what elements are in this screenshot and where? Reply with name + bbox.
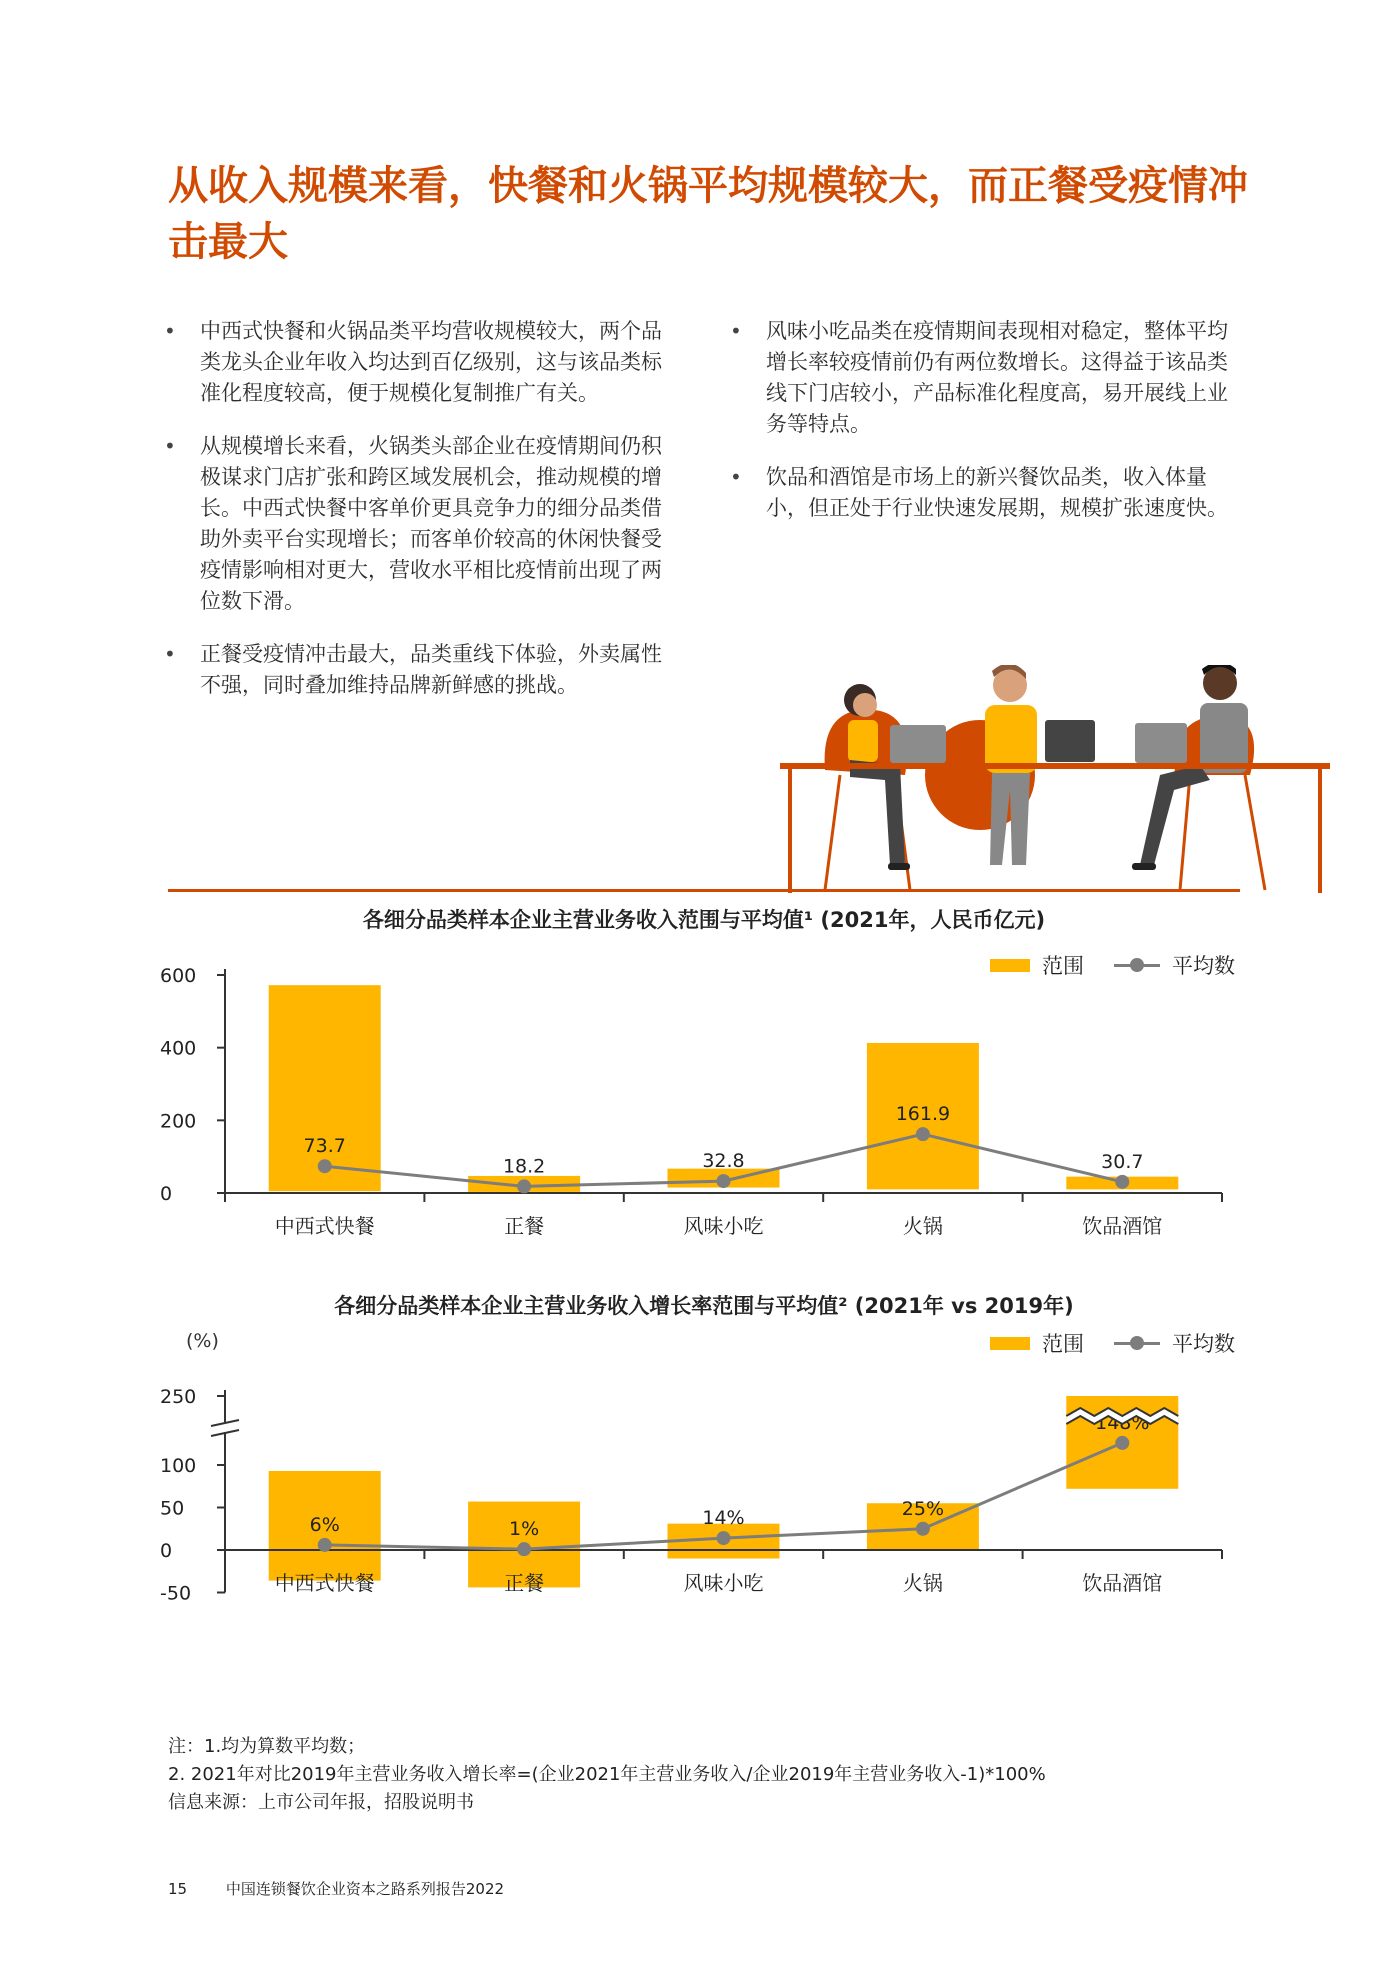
y-tick-label: 250: [160, 1386, 197, 1408]
revenue-range-chart: [150, 960, 1250, 1250]
mean-point: [1115, 1175, 1129, 1189]
team-meeting-illustration: [780, 665, 1330, 895]
x-category-label: 火锅: [902, 1571, 943, 1595]
x-category-label: 正餐: [504, 1214, 545, 1238]
x-category-label: 风味小吃: [683, 1571, 764, 1595]
mean-data-label: 73.7: [303, 1135, 346, 1158]
mean-point: [318, 1159, 332, 1173]
right-column: [726, 316, 1246, 546]
bullet-item: • 从规模增长来看，火锅类头部企业在疫情期间仍积极谋求门店扩张和跨区域发展机会，推动规模的增长。中西式快餐中客单价更具竞争力的细分品类借助外卖平台实现增长；而客单价较高的休闲快餐受疫情影响相对更大，营收水平相比疫情前出现了两位数下滑。: [160, 431, 680, 617]
page-title: 从收入规模来看，快餐和火锅平均规模较大，而正餐受疫情冲击最大: [168, 163, 1248, 265]
x-category-label: 火锅: [902, 1214, 943, 1238]
mean-data-label: 1%: [509, 1518, 540, 1541]
page-footer: [168, 1878, 504, 1899]
mean-data-label: 14%: [702, 1507, 745, 1530]
chart-2-unit: (%): [186, 1330, 219, 1352]
bullet-list-left: [160, 316, 680, 701]
mean-data-label: 25%: [901, 1497, 945, 1520]
footnotes: [168, 1733, 1046, 1817]
legend-line-swatch: [1114, 1336, 1160, 1350]
chart-2-legend: [990, 1328, 1235, 1358]
legend-line-label: 平均数: [1172, 1332, 1235, 1356]
chart-2-title: 各细分品类样本企业主营业务收入增长率范围与平均值² (2021年 vs 2019年): [334, 1294, 1074, 1318]
x-category-label: 饮品酒馆: [1082, 1571, 1163, 1595]
legend-bar-label: 范围: [1042, 954, 1084, 978]
x-category-label: 饮品酒馆: [1082, 1214, 1163, 1238]
note-line: 信息来源：上市公司年报，招股说明书: [168, 1792, 474, 1813]
y-tick-label: 0: [160, 1540, 173, 1562]
mean-point: [1115, 1436, 1129, 1450]
y-tick-label: -50: [160, 1582, 192, 1605]
x-category-label: 中西式快餐: [274, 1214, 375, 1238]
mean-point: [318, 1538, 332, 1552]
left-column: [160, 316, 680, 723]
x-category-label: 正餐: [504, 1571, 545, 1595]
x-category-label: 中西式快餐: [274, 1571, 375, 1595]
mean-point: [916, 1522, 930, 1536]
mean-data-label: 30.7: [1101, 1150, 1144, 1173]
page-number: 15: [168, 1880, 188, 1898]
note-line: 注：1.均为算数平均数；: [168, 1736, 366, 1757]
legend-bar-swatch: [990, 1337, 1030, 1350]
y-tick-label: 600: [160, 965, 197, 987]
mean-point: [517, 1542, 531, 1556]
section-divider: [168, 889, 1240, 892]
mean-data-label: 32.8: [702, 1150, 745, 1173]
bullet-item: • 风味小吃品类在疫情期间表现相对稳定，整体平均增长率较疫情前仍有两位数增长。这得益于该品类线下门店较小，产品标准化程度高，易开展线上业务等特点。: [726, 316, 1246, 440]
bullet-item: • 中西式快餐和火锅品类平均营收规模较大，两个品类龙头企业年收入均达到百亿级别，这与该品类标准化程度较高，便于规模化复制推广有关。: [160, 316, 680, 409]
legend-bar-label: 范围: [1042, 1332, 1084, 1356]
bullet-item: • 饮品和酒馆是市场上的新兴餐饮品类，收入体量小，但正处于行业快速发展期，规模扩张速度快。: [726, 462, 1246, 524]
mean-point: [717, 1174, 731, 1188]
y-tick-label: 0: [160, 1183, 173, 1205]
bullet-list-right: [726, 316, 1246, 524]
y-tick-label: 200: [160, 1110, 197, 1133]
mean-data-label: 6%: [309, 1513, 340, 1536]
y-tick-label: 50: [160, 1497, 185, 1520]
note-line: 2. 2021年对比2019年主营业务收入增长率=(企业2021年主营业务收入/企业2019年主营业务收入-1)*100%: [168, 1764, 1046, 1785]
y-tick-label: 100: [160, 1455, 197, 1477]
mean-data-label: 18.2: [502, 1155, 546, 1178]
legend-line-label: 平均数: [1172, 954, 1235, 978]
growth-rate-chart: [150, 1380, 1250, 1670]
bullet-item: • 正餐受疫情冲击最大，品类重线下体验，外卖属性不强，同时叠加维持品牌新鲜感的挑战。: [160, 639, 680, 701]
mean-data-label: 161.9: [895, 1103, 951, 1126]
y-tick-label: 400: [160, 1037, 197, 1060]
report-title: 中国连锁餐饮企业资本之路系列报告2022: [225, 1880, 505, 1898]
mean-point: [717, 1531, 731, 1545]
mean-point: [916, 1127, 930, 1141]
chart-1-title: 各细分品类样本企业主营业务收入范围与平均值¹ (2021年，人民币亿元): [362, 908, 1046, 932]
mean-point: [517, 1179, 531, 1193]
x-category-label: 风味小吃: [683, 1214, 764, 1238]
